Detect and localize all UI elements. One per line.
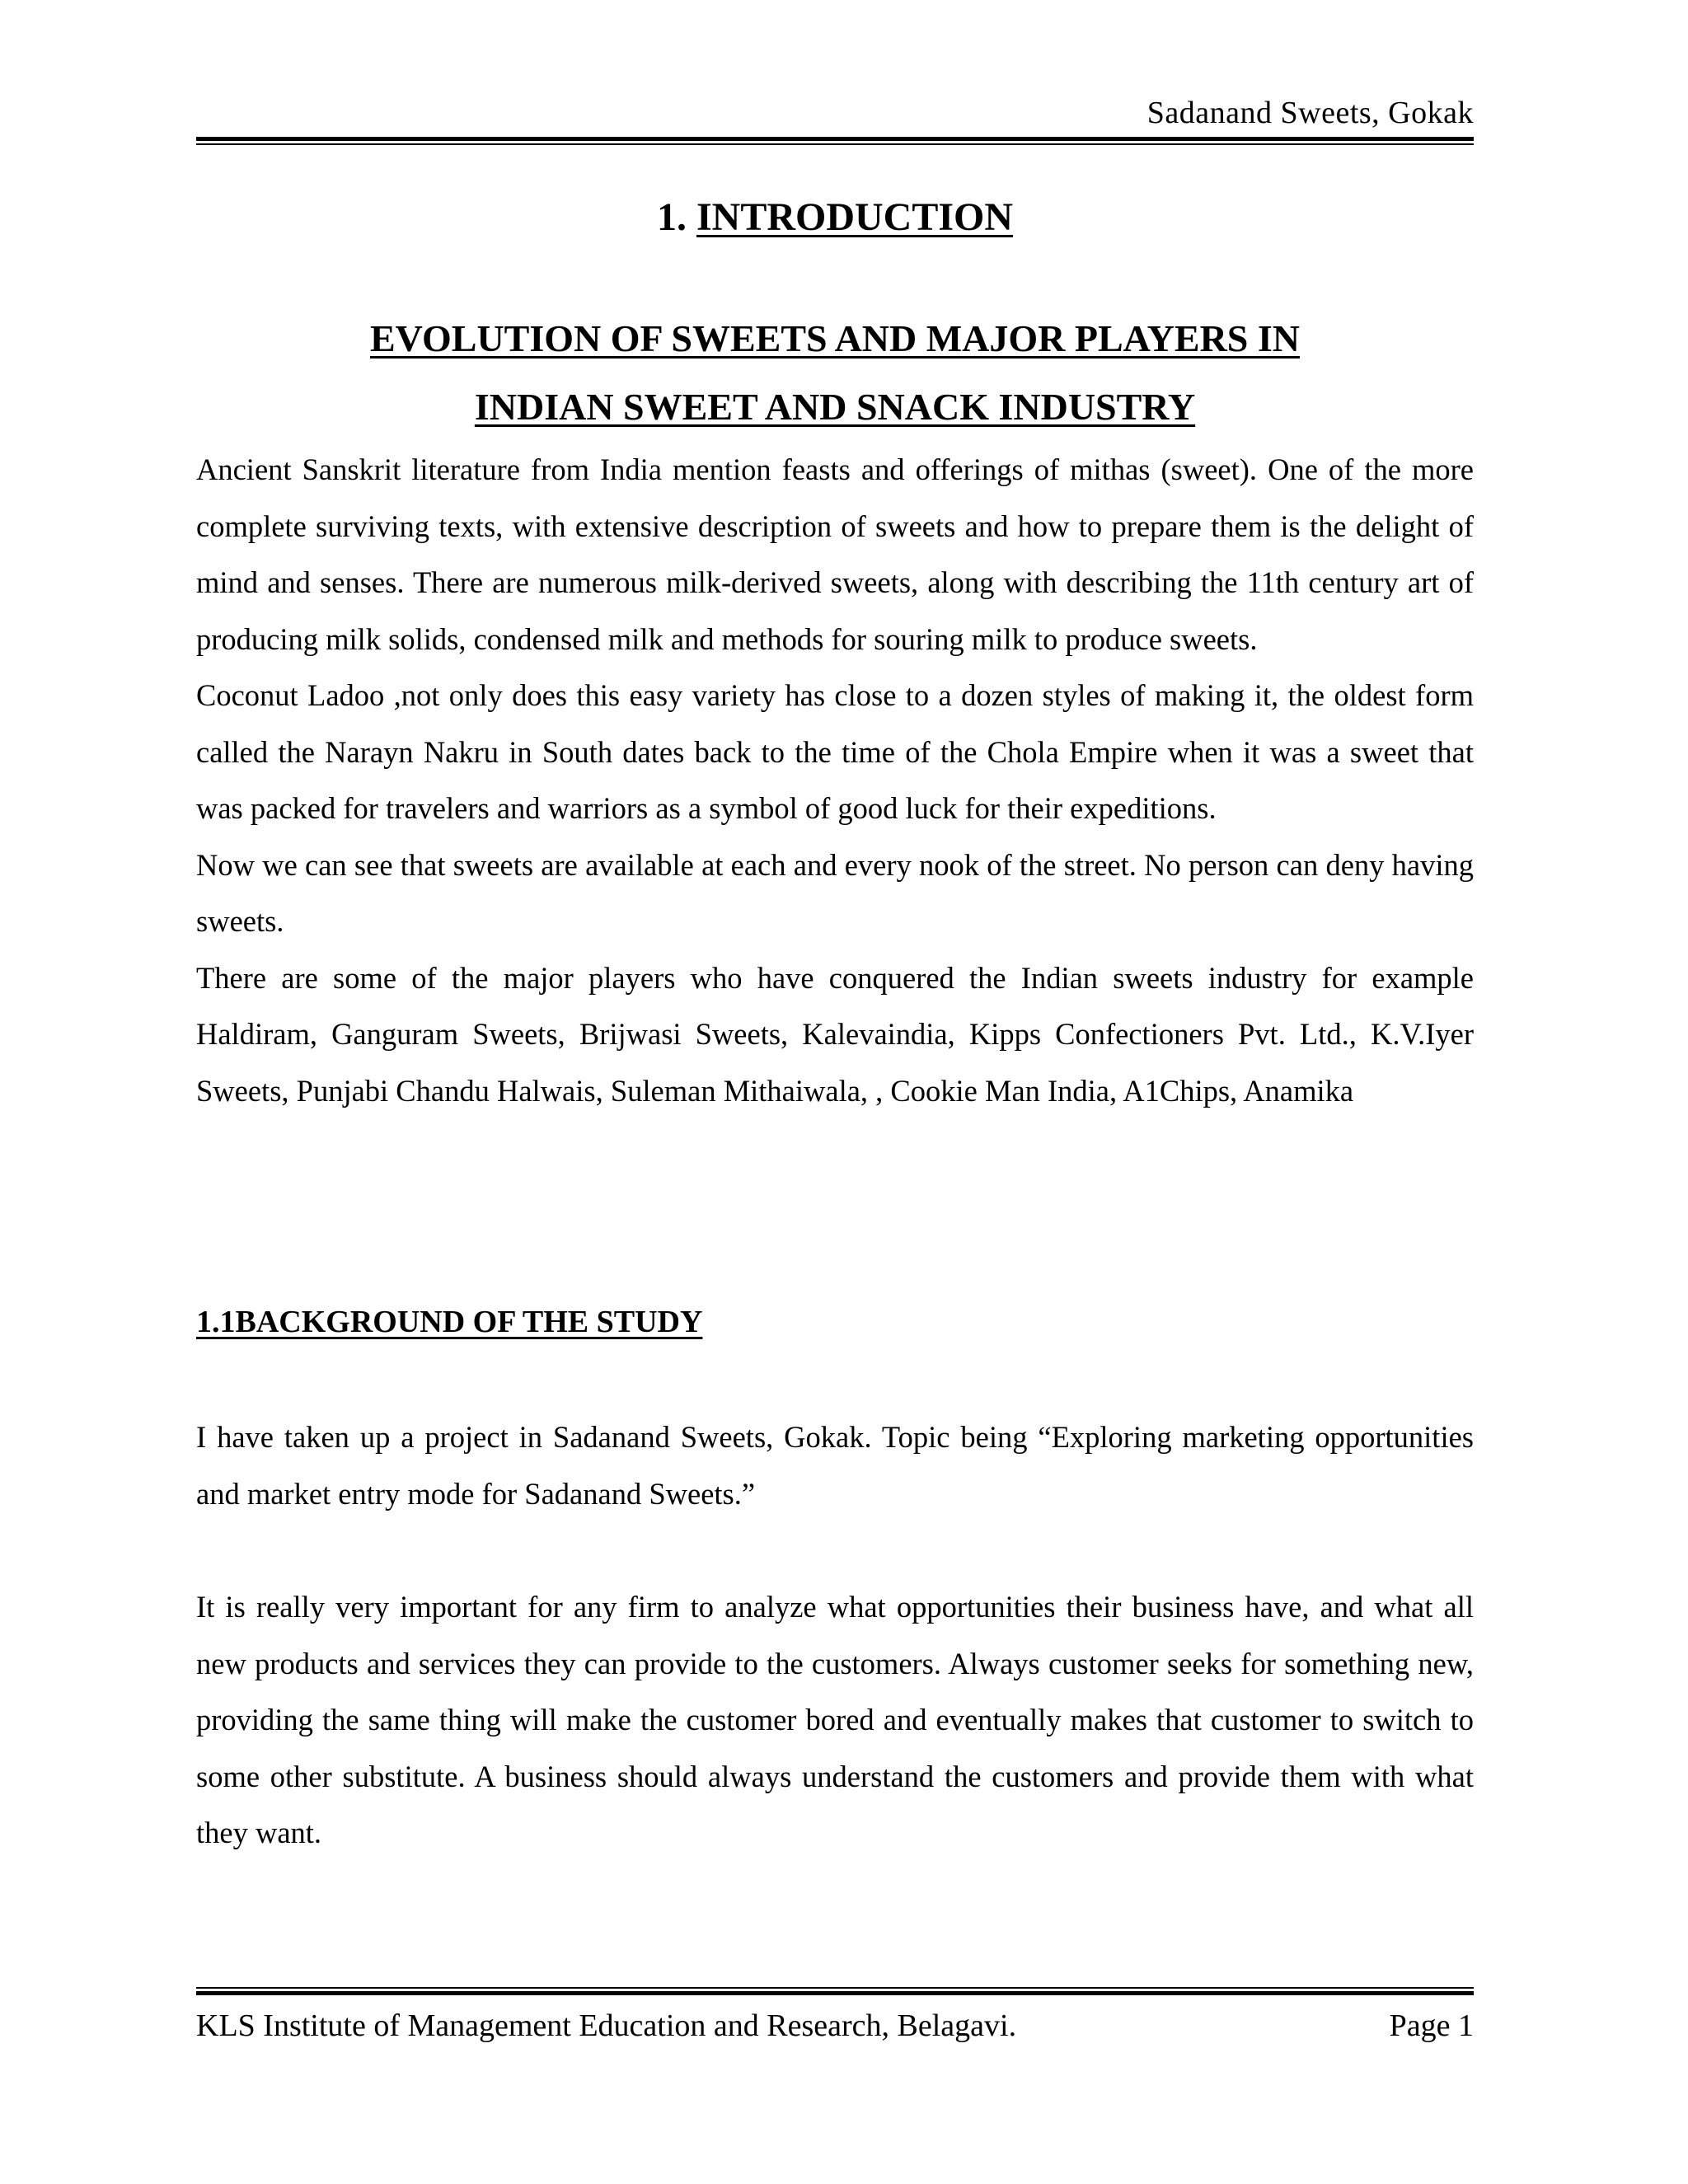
footer-rule — [196, 1987, 1474, 1995]
chapter-heading: INTRODUCTION — [696, 195, 1014, 239]
footer-rule-thick-line — [196, 1991, 1474, 1995]
background-paragraph-2: It is really very important for any firm to analyze what opportunities their business have, and what all new products and services they can provide to the customers. Always customer seeks for something new, providing the same thing will make the customer bored and eventually makes that customer to switch to some other substitute. A business should always understand the customers and provide them with what they want. — [196, 1590, 1474, 1849]
intro-paragraph-4: There are some of the major players who have conquered the Indian sweets industry for example Haldiram, Ganguram Sweets, Brijwasi Sweets, Kalevaindia, Kipps Confectioners Pvt. Ltd., K.V.Iyer Sweets, Punjabi Chandu Halwais, Suleman Mithaiwala, , Cookie Man India, A1Chips, Anamika — [196, 960, 1474, 1108]
document-page — [196, 0, 1474, 2184]
intro-paragraph-2: Coconut Ladoo ,not only does this easy variety has close to a dozen styles of making it, the oldest form called the Narayn Nakru in South dates back to the time of the Chola Empire when it was a sweet that was packed for travelers and warriors as a symbol of good luck for their expeditions. — [196, 678, 1474, 825]
chapter-number: 1. — [656, 195, 687, 239]
running-header: Sadanand Sweets, Gokak — [1146, 96, 1474, 130]
section-title-line-1: EVOLUTION OF SWEETS AND MAJOR PLAYERS IN — [370, 317, 1300, 359]
header-rule-thin-line — [196, 143, 1474, 145]
footer-rule-thin-line — [196, 1987, 1474, 1989]
section-title-line-2: INDIAN SWEET AND SNACK INDUSTRY — [474, 386, 1196, 428]
page-number: Page 1 — [1389, 2008, 1474, 2043]
intro-paragraph-1: Ancient Sanskrit literature from India mention feasts and offerings of mithas (sweet). One of the more complete surviving texts, with extensive description of sweets and how to prepare them is the delight of mind and senses. There are numerous milk-derived sweets, along with describing the 11th century art of producing milk solids, condensed milk and methods for souring milk to produce sweets. — [196, 452, 1474, 656]
background-paragraph-1: I have taken up a project in Sadanand Sweets, Gokak. Topic being “Exploring marketing opportunities and market entry mode for Sadanand Sweets.” — [196, 1420, 1474, 1511]
intro-paragraph-3: Now we can see that sweets are available at each and every nook of the street. No person can deny having sweets. — [196, 847, 1474, 938]
footer-institution: KLS Institute of Management Education and Research, Belagavi. — [196, 2008, 1017, 2043]
background-heading: 1.1BACKGROUND OF THE STUDY — [196, 1305, 703, 1339]
intro-body — [196, 442, 1474, 1119]
header-rule-thick-line — [196, 137, 1474, 141]
chapter-title — [196, 193, 1474, 242]
header-rule — [196, 137, 1474, 145]
